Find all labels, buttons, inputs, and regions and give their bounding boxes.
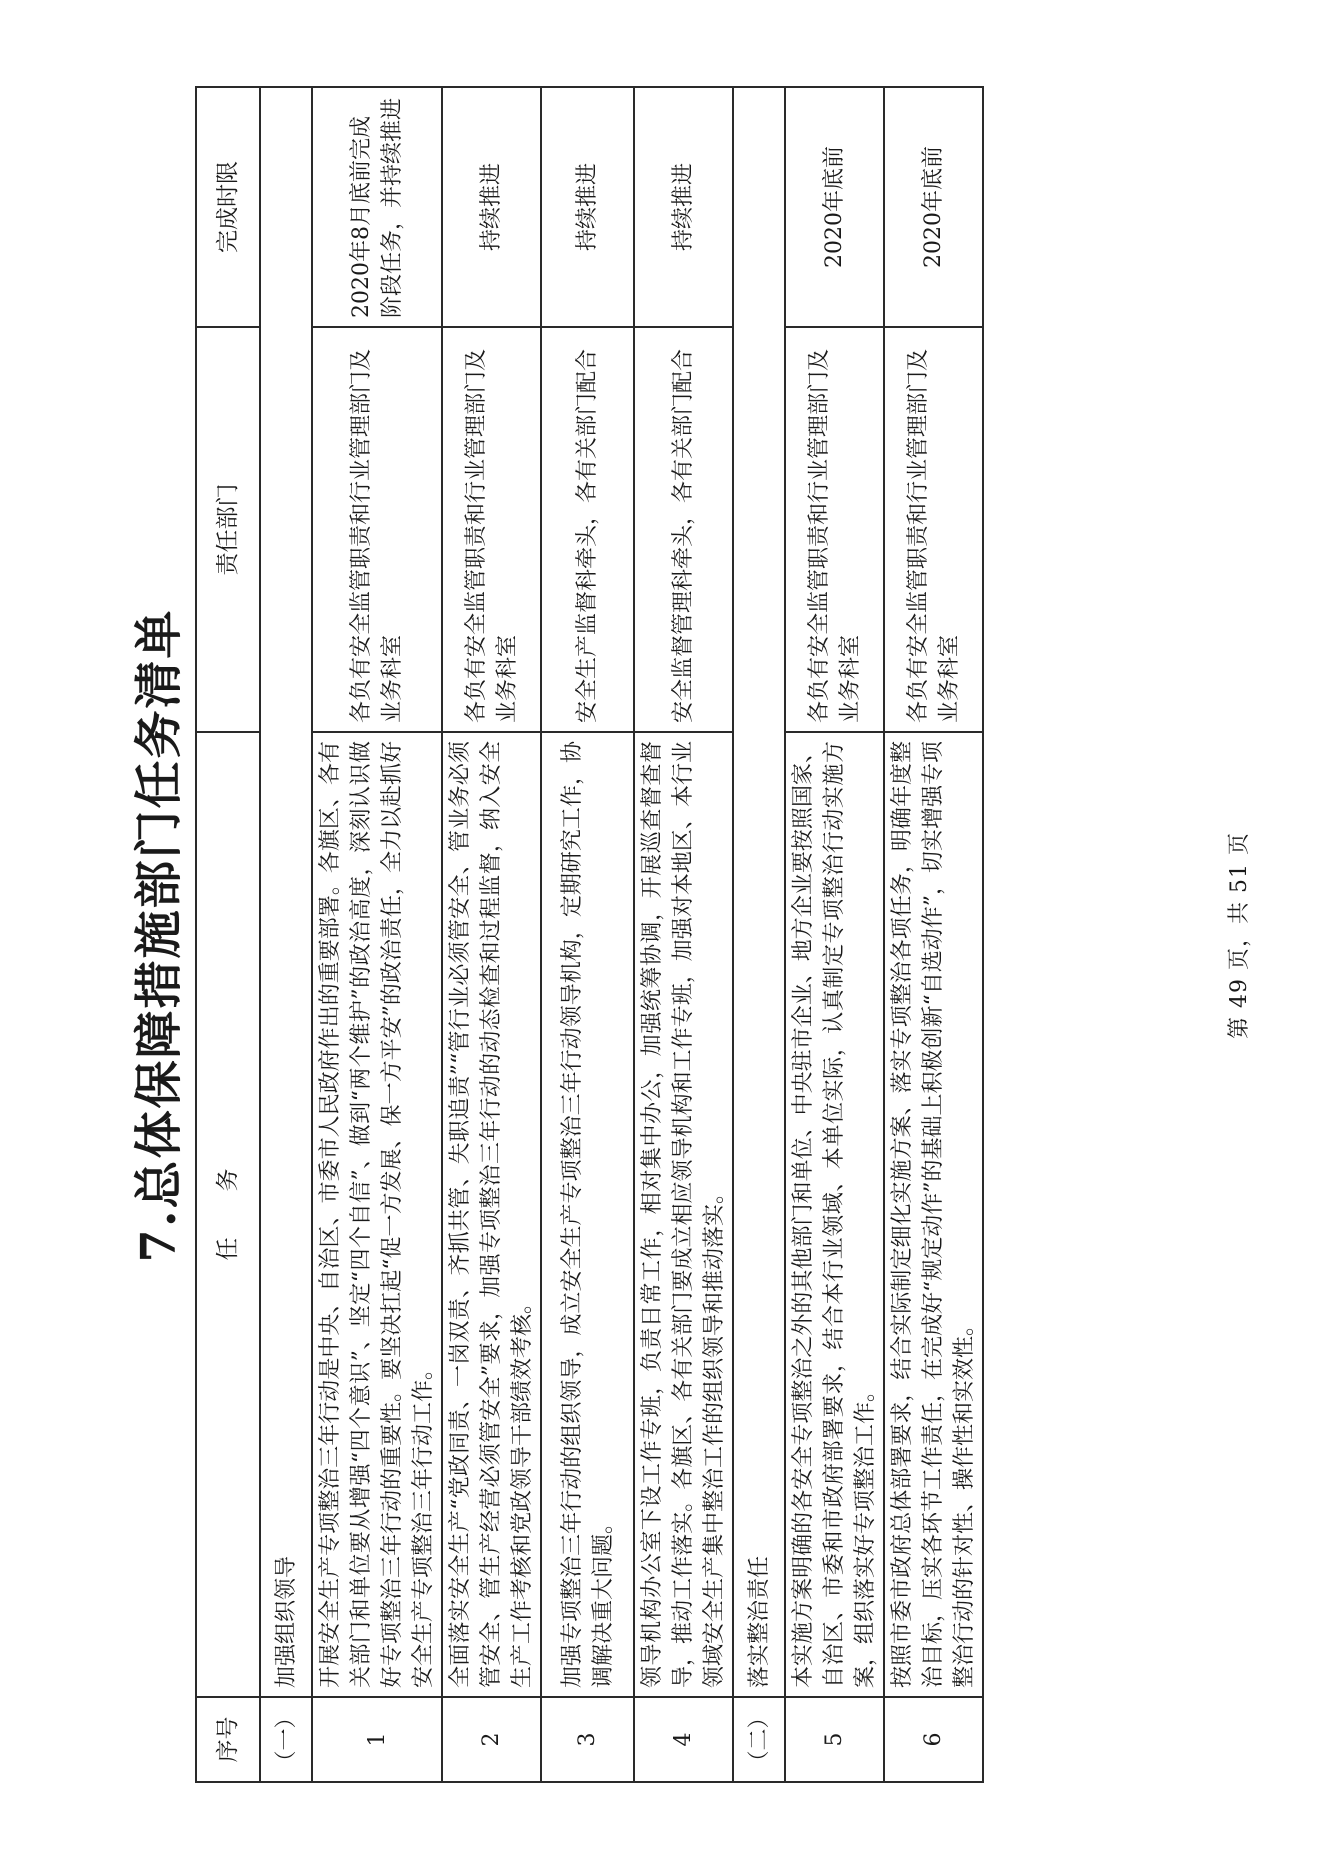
row-dept: 各负有安全监管职责和行业管理部门及业务科室 [785, 327, 884, 732]
row-deadline: 2020年底前 [884, 87, 983, 327]
row-task: 加强专项整治三年行动的组织领导，成立安全生产专项整治三年行动领导机构，定期研究工作，协调解决重大问题。 [541, 732, 634, 1697]
table-row [312, 87, 442, 1782]
row-deadline: 持续推进 [541, 87, 634, 327]
table-row [634, 87, 733, 1782]
table-header-row [196, 87, 260, 1782]
row-number: 6 [884, 1697, 983, 1782]
row-task: 按照市委市政府总体部署要求，结合实际制定细化实施方案、落实专项整治各项任务，明确年度整治目标，压实各环节工作责任，在完成好“规定动作”的基础上积极创新“自选动作”，切实增强专项整治行动的针对性、操作性和实效性。 [884, 732, 983, 1697]
row-task: 全面落实安全生产“党政同责、一岗双责、齐抓共管、失职追责”“管行业必须管安全、管业务必须管安全、管生产经营必须管安全”要求，加强专项整治三年行动的动态检查和过程监督，纳入安全生产工作考核和党政领导干部绩效考核。 [442, 732, 541, 1697]
row-number: 1 [312, 1697, 442, 1782]
header-responsible-dept: 责任部门 [196, 327, 260, 732]
row-number: 4 [634, 1697, 733, 1782]
section-title: 落实整治责任 [733, 87, 785, 1697]
row-dept: 各负有安全监管职责和行业管理部门及业务科室 [312, 327, 442, 732]
section-number: （二） [733, 1697, 785, 1782]
row-dept: 安全监督管理科牵头，各有关部门配合 [634, 327, 733, 732]
header-task: 任 务 [196, 732, 260, 1697]
row-dept: 各负有安全监管职责和行业管理部门及业务科室 [442, 327, 541, 732]
table-row [884, 87, 983, 1782]
document-title: 7.总体保障措施部门任务清单 [131, 608, 187, 1263]
row-dept: 各负有安全监管职责和行业管理部门及业务科室 [884, 327, 983, 732]
row-task: 本实施方案明确的各安全专项整治之外的其他部门和单位、中央驻市企业、地方企业要按照国家、自治区、市委和市政府部署要求，结合本行业领域、本单位实际，认真制定专项整治行动实施方案，组织落实好专项整治工作。 [785, 732, 884, 1697]
row-deadline: 持续推进 [442, 87, 541, 327]
row-number: 3 [541, 1697, 634, 1782]
row-task: 开展安全生产专项整治三年行动是中央、自治区、市委市人民政府作出的重要部署。各旗区、各有关部门和单位要从增强“四个意识”、坚定“四个自信”、做到“两个维护”的政治高度，深刻认识做好专项整治三年行动的重要性。要坚决扛起“促一方发展、保一方平安”的政治责任，全力以赴抓好安全生产专项整治三年行动工作。 [312, 732, 442, 1697]
table-row [785, 87, 884, 1782]
row-number: 5 [785, 1697, 884, 1782]
row-task: 领导机构办公室下设工作专班，负责日常工作，相对集中办公，加强统筹协调，开展巡查督查督导，推动工作落实。各旗区、各有关部门要成立相应领导机构和工作专班，加强对本地区、本行业领域安全生产集中整治工作的组织领导和推动落实。 [634, 732, 733, 1697]
section-row [733, 87, 785, 1782]
row-deadline: 2020年底前 [785, 87, 884, 327]
header-serial-no: 序号 [196, 1697, 260, 1782]
section-row [260, 87, 312, 1782]
page-footer: 第 49 页，共 51 页 [1227, 832, 1252, 1039]
row-number: 2 [442, 1697, 541, 1782]
row-deadline: 持续推进 [634, 87, 733, 327]
row-dept: 安全生产监督科牵头，各有关部门配合 [541, 327, 634, 732]
row-deadline: 2020年8月底前完成阶段任务，并持续推进 [312, 87, 442, 327]
table-row [442, 87, 541, 1782]
task-list-table [195, 86, 984, 1783]
section-title: 加强组织领导 [260, 87, 312, 1697]
header-deadline: 完成时限 [196, 87, 260, 327]
section-number: （一） [260, 1697, 312, 1782]
table-row [541, 87, 634, 1782]
